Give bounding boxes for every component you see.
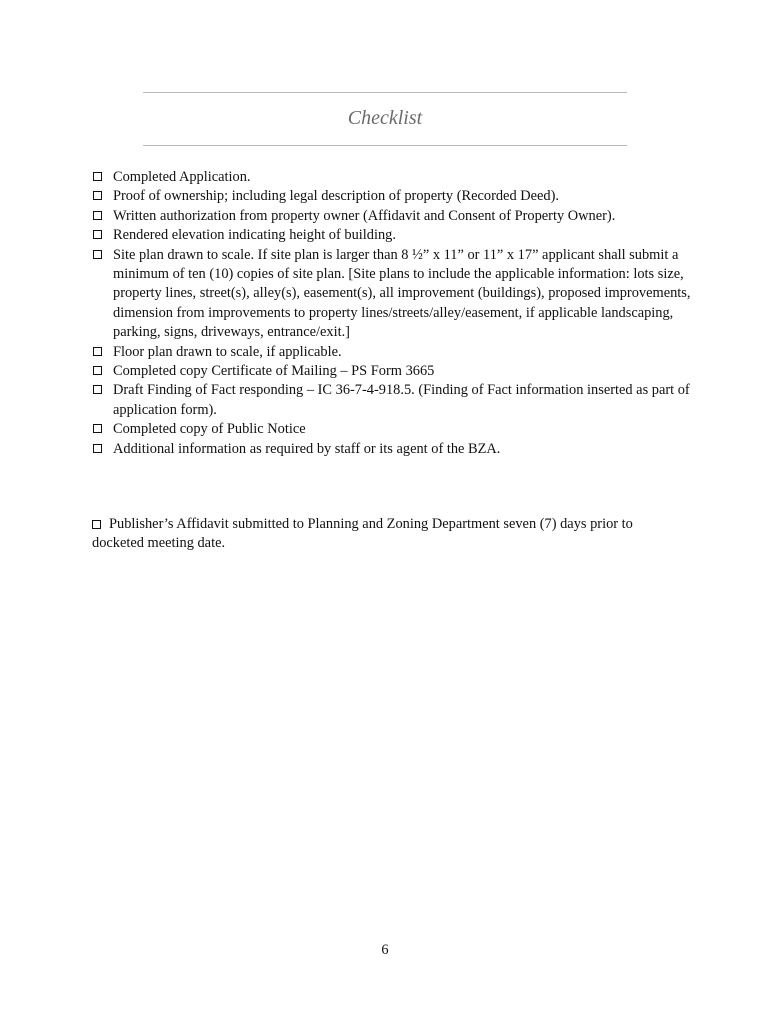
checkbox-icon[interactable] [93,444,102,453]
checklist-item-text: Floor plan drawn to scale, if applicable. [113,343,342,360]
checklist-item [92,362,692,381]
checkbox-icon[interactable] [93,250,102,259]
checklist-item-text: Rendered elevation indicating height of building. [113,227,396,244]
checklist-item-text: Written authorization from property owner (Affidavit and Consent of Property Owner). [113,207,616,224]
checkbox-icon[interactable] [93,366,102,375]
checkbox-icon[interactable] [93,424,102,433]
checklist-item-text: Completed copy of Public Notice [113,421,306,438]
title-rule-top [143,92,627,93]
checkbox-icon[interactable] [93,191,102,200]
page-number: 6 [381,942,389,958]
checklist-item-text: Site plan drawn to scale. If site plan is larger than 8 ½” x 11” or 11” x 17” applicant shall submit a minimum of ten (10) copies of site plan. [Site plans to include the applicable information: lots size, property lines, street(s), alley(s), easement(s), all improvement (buildings), proposed improvements, dimension from improvements to property lines/streets/alley/easement, if applicable landscaping, parking, signs, driveways, entrance/exit.] [113,246,691,341]
checkbox-icon[interactable] [93,230,102,239]
page-title: Checklist [347,107,423,129]
checklist-item-text: Proof of ownership; including legal description of property (Recorded Deed). [113,188,559,205]
checkbox-icon[interactable] [93,211,102,220]
publisher-affidavit-item [92,515,682,554]
checklist [92,168,692,459]
checkbox-icon[interactable] [92,520,101,529]
checklist-item-text: Completed copy Certificate of Mailing – PS Form 3665 [113,363,435,380]
checklist-item [92,343,692,362]
checklist-item [92,187,692,206]
checklist-item [92,440,692,459]
checkbox-icon[interactable] [93,347,102,356]
checklist-item-text: Completed Application. [113,169,251,185]
checklist-item [92,207,692,226]
checklist-item [92,246,692,343]
checklist-item [92,226,692,245]
checklist-item [92,420,692,439]
checkbox-icon[interactable] [93,385,102,394]
title-rule-bottom [143,145,627,146]
checklist-item [92,381,692,420]
checklist-item-text: Additional information as required by staff or its agent of the BZA. [113,440,501,457]
checklist-item [92,168,692,187]
checklist-item-text: Draft Finding of Fact responding – IC 36-7-4-918.5. (Finding of Fact information inserted as part of application form). [113,382,690,418]
checkbox-icon[interactable] [93,172,102,181]
publisher-affidavit-text: Publisher’s Affidavit submitted to Planning and Zoning Department seven (7) days prior to docketed meeting date. [92,516,633,552]
